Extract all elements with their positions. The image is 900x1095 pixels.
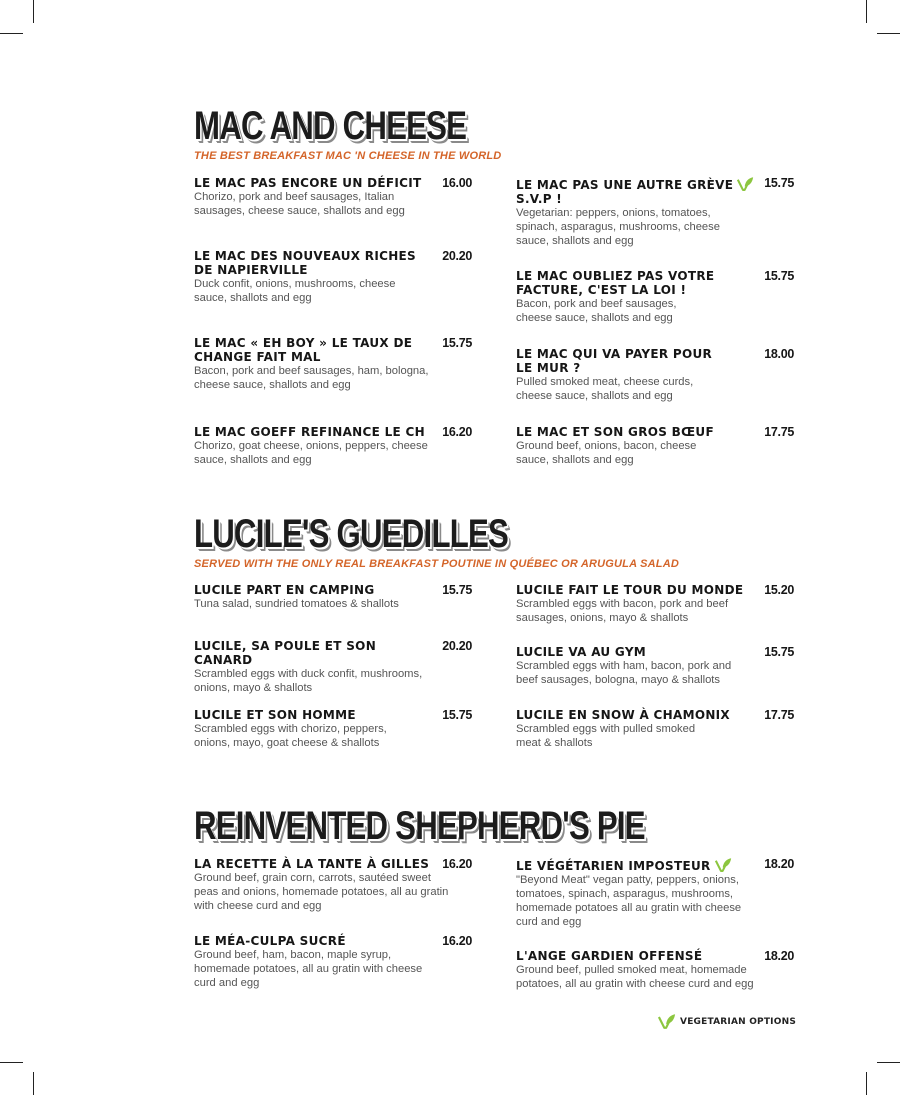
crop-mark-bottom-right-h [877,1062,900,1063]
menu-item-vegetarian [516,857,798,929]
menu-item [516,708,798,750]
menu-item [194,708,476,750]
item-price: 16.20 [442,425,472,439]
item-name: LE MAC PAS ENCORE UN DÉFICIT [194,176,422,190]
menu-item-vegetarian [516,176,798,248]
item-price: 18.00 [764,347,794,361]
item-description: Ground beef, ham, bacon, maple syrup, homemade potatoes, all au gratin with cheese curd and egg [194,949,423,989]
item-name: LUCILE FAIT LE TOUR DU MONDE [516,583,744,597]
menu-item [194,249,476,305]
section-title: LUCILE'S GUEDILLES [194,512,509,556]
menu-item [516,269,798,325]
crop-mark-top-left-v [33,0,34,23]
item-description: Ground beef, pulled smoked meat, homemade potatoes, all au gratin with cheese curd and egg [516,964,754,990]
menu-item [194,934,476,990]
section-title: REINVENTED SHEPHERD'S PIE [194,804,645,848]
item-price: 17.75 [764,425,794,439]
crop-mark-bottom-left-h [0,1062,23,1063]
item-description: Scrambled eggs with chorizo, peppers, onions, mayo, goat cheese & shallots [194,723,387,749]
item-price: 15.75 [764,269,794,283]
item-price: 16.20 [442,857,472,871]
item-name: LE MÉA-CULPA SUCRÉ [194,934,346,948]
item-price: 15.75 [764,176,794,190]
item-name: LUCILE ET SON HOMME [194,708,356,722]
crop-mark-top-left-h [0,33,23,34]
item-description: Bacon, pork and beef sausages, ham, bologna, cheese sauce, shallots and egg [194,365,429,391]
item-description: Pulled smoked meat, cheese curds, cheese sauce, shallots and egg [516,376,694,402]
item-price: 17.75 [764,708,794,722]
item-description: Duck confit, onions, mushrooms, cheese sauce, shallots and egg [194,278,396,304]
section-subtitle: SERVED WITH THE ONLY REAL BREAKFAST POUTINE IN QUÉBEC OR ARUGULA SALAD [194,558,679,570]
item-name: LA RECETTE À LA TANTE À GILLES [194,857,430,871]
crop-mark-top-right-v [866,0,867,23]
menu-item [194,639,476,695]
item-price: 18.20 [764,949,794,963]
item-description: Scrambled eggs with ham, bacon, pork and beef sausages, bologna, mayo & shallots [516,660,732,686]
item-name: LUCILE EN SNOW À CHAMONIX [516,708,730,722]
item-price: 18.20 [764,857,794,871]
legend-label: VEGETARIAN OPTIONS [680,1016,796,1027]
item-price: 16.20 [442,934,472,948]
section-subtitle: THE BEST BREAKFAST MAC 'N CHEESE IN THE WORLD [194,150,502,162]
item-name: LE VÉGÉTARIEN IMPOSTEUR [516,857,756,873]
menu-item [194,425,476,467]
menu-item [516,949,798,991]
item-price: 15.75 [442,583,472,597]
item-name: LE MAC OUBLIEZ PAS VOTRE FACTURE, C'EST LA LOI ! [516,269,715,297]
item-name: LUCILE PART EN CAMPING [194,583,375,597]
vegetarian-leaf-icon [737,176,754,192]
item-description: Scrambled eggs with duck confit, mushrooms, onions, mayo & shallots [194,668,423,694]
item-description: Ground beef, onions, bacon, cheese sauce, shallots and egg [516,440,697,466]
section-lucile-guedilles [194,512,800,570]
item-description: Scrambled eggs with pulled smoked meat & shallots [516,723,696,749]
item-name: LE MAC « EH BOY » LE TAUX DE CHANGE FAIT MAL [194,336,413,364]
menu-item [516,645,798,687]
item-price: 15.75 [442,336,472,350]
item-price: 15.75 [764,645,794,659]
item-name: LUCILE, SA POULE ET SON CANARD [194,639,377,667]
item-name: LE MAC DES NOUVEAUX RICHES DE NAPIERVILLE [194,249,416,277]
menu-item [194,583,476,611]
vegetarian-leaf-icon [658,1013,676,1030]
menu-item [194,176,476,218]
item-name: LUCILE VA AU GYM [516,645,647,659]
crop-mark-bottom-left-v [33,1072,34,1095]
item-price: 15.75 [442,708,472,722]
item-description: Bacon, pork and beef sausages, cheese sauce, shallots and egg [516,298,677,324]
item-description: Chorizo, goat cheese, onions, peppers, cheese sauce, shallots and egg [194,440,428,466]
item-price: 20.20 [442,249,472,263]
item-name: LE MAC QUI VA PAYER POUR LE MUR ? [516,347,713,375]
item-description: "Beyond Meat" vegan patty, peppers, onions, tomatoes, spinach, asparagus, mushrooms, homemade potatoes all au gratin with cheese curd and egg [516,874,742,928]
section-shepherds-pie [194,804,800,848]
section-mac-and-cheese [194,104,800,162]
item-description: Ground beef, grain corn, carrots, sautéed sweet peas and onions, homemade potatoes, all au gratin with cheese curd and egg [194,872,449,912]
item-description: Scrambled eggs with bacon, pork and beef sausages, onions, mayo & shallots [516,598,729,624]
item-price: 16.00 [442,176,472,190]
item-price: 20.20 [442,639,472,653]
menu-item [516,425,798,467]
menu-item [194,336,476,392]
vegetarian-legend [658,1013,796,1030]
vegetarian-leaf-icon [715,857,732,873]
menu-item [516,583,798,625]
item-name: LE MAC PAS UNE AUTRE GRÈVE S.V.P ! [516,176,758,206]
crop-mark-bottom-right-v [866,1072,867,1095]
item-description: Tuna salad, sundried tomatoes & shallots [194,598,399,610]
item-price: 15.20 [764,583,794,597]
item-description: Vegetarian: peppers, onions, tomatoes, spinach, asparagus, mushrooms, cheese sauce, shallots and egg [516,207,720,247]
section-title: MAC AND CHEESE [194,104,467,148]
menu-item [516,347,798,403]
item-description: Chorizo, pork and beef sausages, Italian sausages, cheese sauce, shallots and egg [194,191,405,217]
item-name: LE MAC GOEFF REFINANCE LE CH [194,425,425,439]
item-name: L'ANGE GARDIEN OFFENSÉ [516,949,703,963]
menu-item [194,857,476,913]
item-name: LE MAC ET SON GROS BŒUF [516,425,714,439]
crop-mark-top-right-h [877,33,900,34]
